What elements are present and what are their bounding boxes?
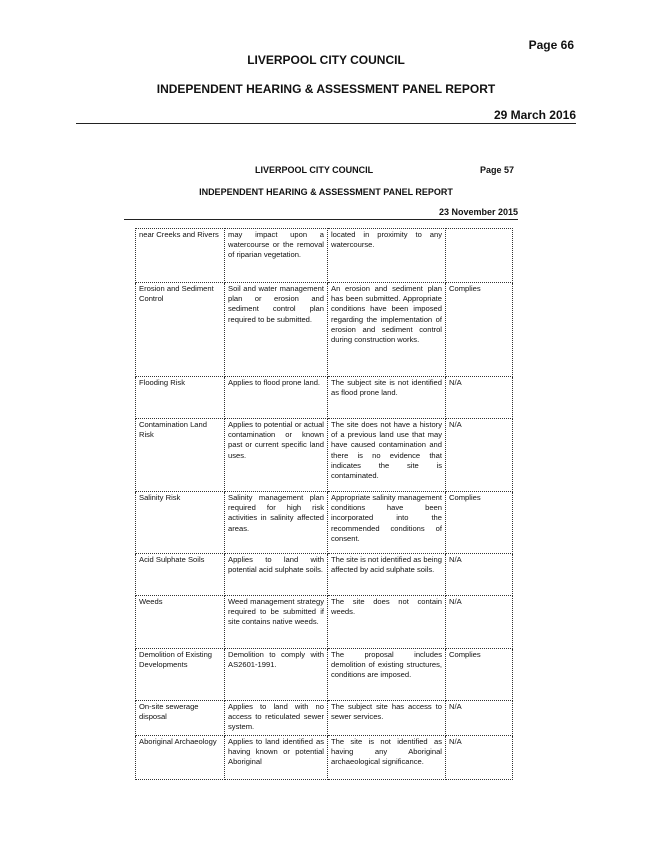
assessment-cell: The subject site has access to sewer services. <box>328 701 446 736</box>
assessment-cell: located in proximity to any watercourse. <box>328 229 446 283</box>
requirement-cell: Applies to potential or actual contamination or known past or current specific land uses. <box>225 419 328 492</box>
table-row <box>136 596 513 649</box>
status-cell: Complies <box>446 649 513 701</box>
issue-cell: Aboriginal Archaeology <box>136 735 225 779</box>
table-row <box>136 554 513 596</box>
issue-cell: On-site sewerage disposal <box>136 701 225 736</box>
requirement-cell: Weed management strategy required to be submitted if site contains native weeds. <box>225 596 328 649</box>
requirement-cell: Applies to flood prone land. <box>225 377 328 419</box>
table-row <box>136 735 513 779</box>
requirement-cell: Salinity management plan required for high risk activities in salinity affected areas. <box>225 492 328 554</box>
status-cell: N/A <box>446 735 513 779</box>
assessment-cell: Appropriate salinity management conditions have been incorporated into the recommended conditions of consent. <box>328 492 446 554</box>
status-cell: N/A <box>446 419 513 492</box>
table-row <box>136 377 513 419</box>
table-row <box>136 419 513 492</box>
issue-cell: near Creeks and Rivers <box>136 229 225 283</box>
outer-header-rule <box>76 123 576 124</box>
issue-cell: Salinity Risk <box>136 492 225 554</box>
status-cell: N/A <box>446 554 513 596</box>
inner-header-rule <box>124 219 518 220</box>
requirement-cell: may impact upon a watercourse or the removal of riparian vegetation. <box>225 229 328 283</box>
requirement-cell: Soil and water management plan or erosion and sediment control plan required to be submitted. <box>225 283 328 377</box>
status-cell: N/A <box>446 377 513 419</box>
inner-council-title: LIVERPOOL CITY COUNCIL <box>255 165 374 175</box>
assessment-cell: The proposal includes demolition of existing structures, conditions are imposed. <box>328 649 446 701</box>
table-row <box>136 229 513 283</box>
issue-cell: Erosion and Sediment Control <box>136 283 225 377</box>
assessment-cell: The site does not contain weeds. <box>328 596 446 649</box>
issue-cell: Flooding Risk <box>136 377 225 419</box>
inner-page-number: Page 57 <box>480 165 515 175</box>
status-cell: Complies <box>446 492 513 554</box>
assessment-cell: The site is not identified as having any Aboriginal archaeological significance. <box>328 735 446 779</box>
assessment-cell: The site is not identified as being affected by acid sulphate soils. <box>328 554 446 596</box>
table-row <box>136 492 513 554</box>
issue-cell: Acid Sulphate Soils <box>136 554 225 596</box>
status-cell <box>446 229 513 283</box>
inner-report-title: INDEPENDENT HEARING & ASSESSMENT PANEL REPORT <box>199 187 453 197</box>
assessment-cell: The subject site is not identified as flood prone land. <box>328 377 446 419</box>
status-cell: Complies <box>446 283 513 377</box>
assessment-cell: The site does not have a history of a previous land use that may have caused contamination and there is no evidence that indicates the site is contaminated. <box>328 419 446 492</box>
requirement-cell: Applies to land with potential acid sulphate soils. <box>225 554 328 596</box>
status-cell: N/A <box>446 596 513 649</box>
assessment-cell: An erosion and sediment plan has been submitted. Appropriate conditions have been imposed regarding the implementation of erosion and sediment control during construction works. <box>328 283 446 377</box>
issue-cell: Demolition of Existing Developments <box>136 649 225 701</box>
requirement-cell: Demolition to comply with AS2601-1991. <box>225 649 328 701</box>
outer-council-title: LIVERPOOL CITY COUNCIL <box>247 53 405 67</box>
issue-cell: Contamination Land Risk <box>136 419 225 492</box>
assessment-table <box>135 228 513 780</box>
table-row <box>136 701 513 736</box>
requirement-cell: Applies to land with no access to reticulated sewer system. <box>225 701 328 736</box>
outer-page-number: Page 66 <box>528 38 574 52</box>
table-row <box>136 649 513 701</box>
table-row <box>136 283 513 377</box>
outer-report-date: 29 March 2016 <box>493 108 576 122</box>
inner-report-date: 23 November 2015 <box>438 207 518 217</box>
requirement-cell: Applies to land identified as having known or potential Aboriginal <box>225 735 328 779</box>
issue-cell: Weeds <box>136 596 225 649</box>
status-cell: N/A <box>446 701 513 736</box>
outer-report-title: INDEPENDENT HEARING & ASSESSMENT PANEL REPORT <box>156 82 496 96</box>
